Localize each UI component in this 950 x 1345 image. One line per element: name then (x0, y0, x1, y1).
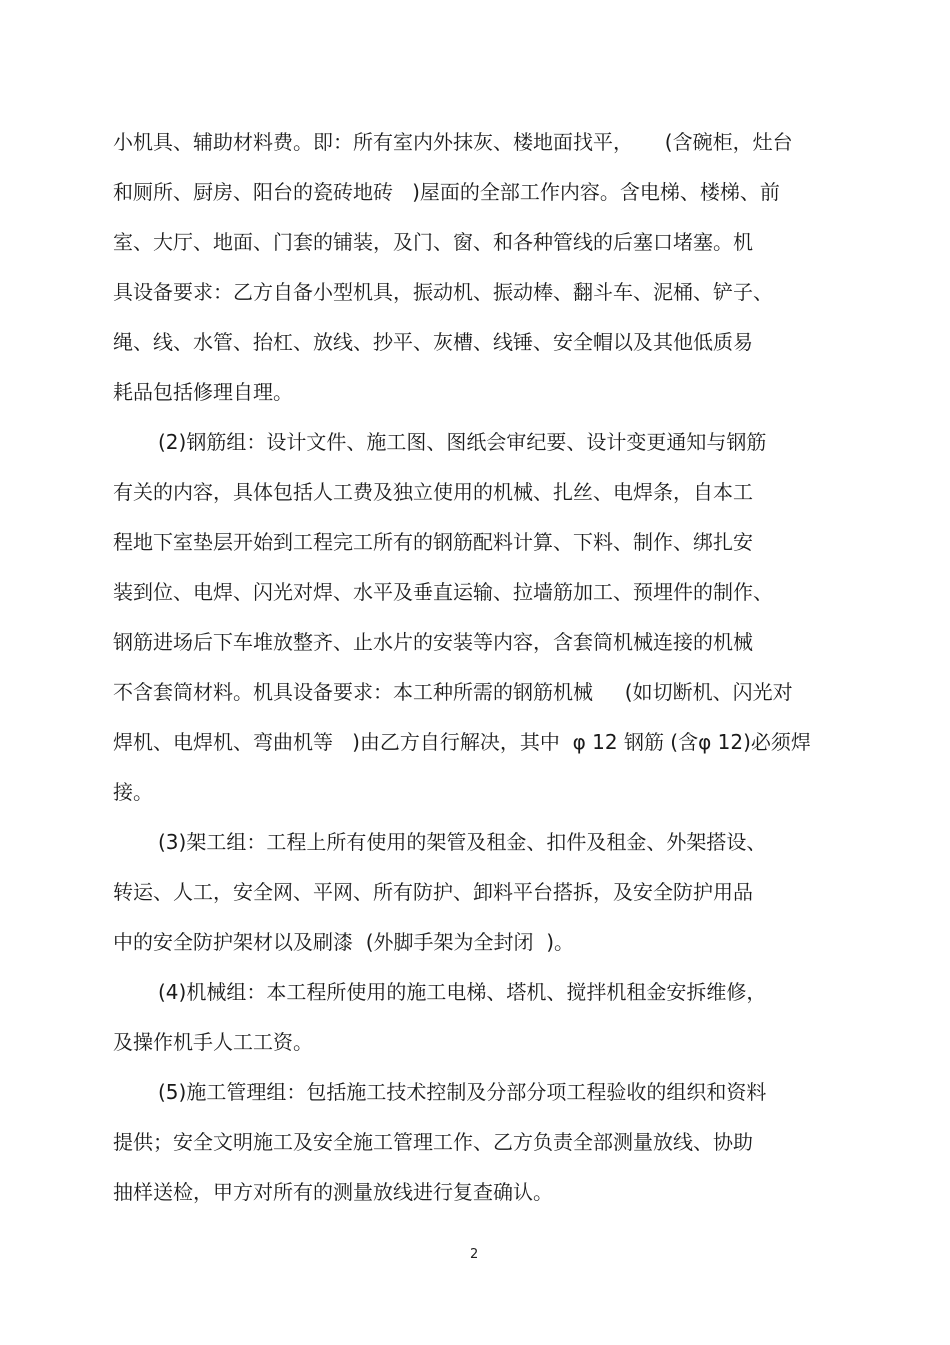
text-line: 钢筋进场后下车堆放整齐、止水片的安装等内容，含套筒机械连接的机械 (113, 630, 753, 654)
page-number: 2 (470, 1247, 479, 1262)
text-line: 接。 (113, 780, 153, 804)
text-line: 抽样送检，甲方对所有的测量放线进行复查确认。 (113, 1180, 553, 1204)
text-line: 转运、人工，安全网、平网、所有防护、卸料平台搭拆，及安全防护用品 (113, 880, 753, 904)
text-line: 及操作机手人工工资。 (113, 1030, 313, 1054)
text-line: 有关的内容，具体包括人工费及独立使用的机械、扎丝、电焊条，自本工 (113, 480, 753, 504)
text-line: 装到位、电焊、闪光对焊、水平及垂直运输、拉墙筋加工、预埋件的制作、 (113, 580, 773, 604)
paragraph-first-line: (2)钢筋组：设计文件、施工图、图纸会审纪要、设计变更通知与钢筋 (158, 430, 767, 454)
text-line: 程地下室垫层开始到工程完工所有的钢筋配料计算、下料、制作、绑扎安 (113, 530, 753, 554)
text-line: 小机具、辅助材料费。即：所有室内外抹灰、楼地面找平， (含碗柜，灶台 (113, 130, 793, 154)
text-line: 耗品包括修理自理。 (113, 380, 293, 404)
text-line: 不含套筒材料。机具设备要求：本工种所需的钢筋机械 (如切断机、闪光对 (113, 680, 793, 704)
paragraph-first-line: (5)施工管理组：包括施工技术控制及分部分项工程验收的组织和资料 (158, 1080, 767, 1104)
text-line: 室、大厅、地面、门套的铺装，及门、窗、和各种管线的后塞口堵塞。机 (113, 230, 753, 254)
text-line: 和厕所、厨房、阳台的瓷砖地砖 )屋面的全部工作内容。含电梯、楼梯、前 (113, 180, 780, 204)
text-line: 具设备要求：乙方自备小型机具，振动机、振动棒、翻斗车、泥桶、铲子、 (113, 280, 773, 304)
text-line: 中的安全防护架材以及刷漆 (外脚手架为全封闭 )。 (113, 930, 575, 954)
text-line: 焊机、电焊机、弯曲机等 )由乙方自行解决，其中 φ 12 钢筋 (含φ 12)必须焊 (113, 730, 811, 754)
text-line: 提供；安全文明施工及安全施工管理工作、乙方负责全部测量放线、协助 (113, 1130, 753, 1154)
text-line: 绳、线、水管、抬杠、放线、抄平、灰槽、线锤、安全帽以及其他低质易 (113, 330, 753, 354)
paragraph-first-line: (3)架工组：工程上所有使用的架管及租金、扣件及租金、外架搭设、 (158, 830, 767, 854)
paragraph-first-line: (4)机械组：本工程所使用的施工电梯、塔机、搅拌机租金安拆维修， (158, 980, 767, 1004)
